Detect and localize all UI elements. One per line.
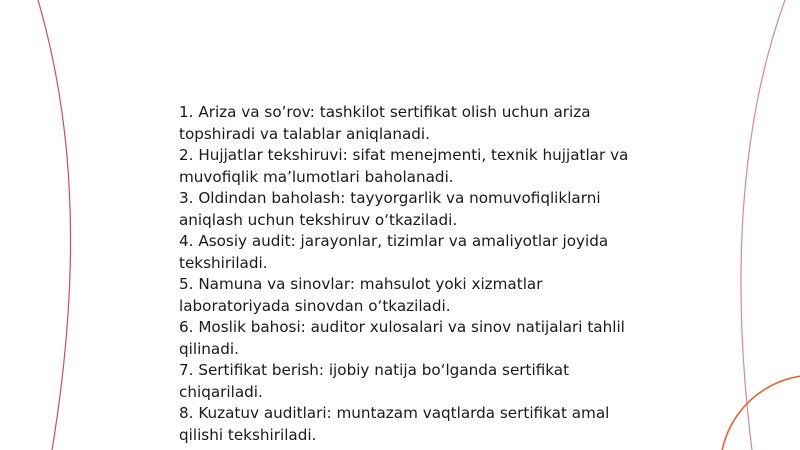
left-arc-line <box>38 0 71 450</box>
orange-circle-outline <box>720 375 800 450</box>
list-item-step-8: 8. Kuzatuv auditlari: muntazam vaqtlarda sertifikat amal qilishi tekshiriladi. <box>179 404 610 444</box>
list-item-step-5: 5. Namuna va sinovlar: mahsulot yoki xizmatlar laboratoriyada sinovdan o‘tkaziladi. <box>179 275 543 315</box>
list-item-step-3: 3. Oldindan baholash: tayyorgarlik va nomuvofiqliklarni aniqlash uchun tekshiruv o‘tkaziladi. <box>179 189 601 229</box>
list-item-step-6: 6. Moslik bahosi: auditor xulosalari va sinov natijalari tahlil qilinadi. <box>179 318 625 358</box>
list-item-step-1: 1. Ariza va so’rov: tashkilot sertifikat olish uchun ariza topshiradi va talablar aniqlanadi. <box>179 103 591 143</box>
list-item-step-4: 4. Asosiy audit: jarayonlar, tizimlar va amaliyotlar joyida tekshiriladi. <box>179 232 609 272</box>
certification-steps-list <box>179 102 639 446</box>
list-item-step-2: 2. Hujjatlar tekshiruvi: sifat menejmenti, texnik hujjatlar va muvofiqlik ma’lumotlari baholanadi. <box>179 146 629 186</box>
list-item-step-7: 7. Sertifikat berish: ijobiy natija bo‘lganda sertifikat chiqariladi. <box>179 361 570 401</box>
